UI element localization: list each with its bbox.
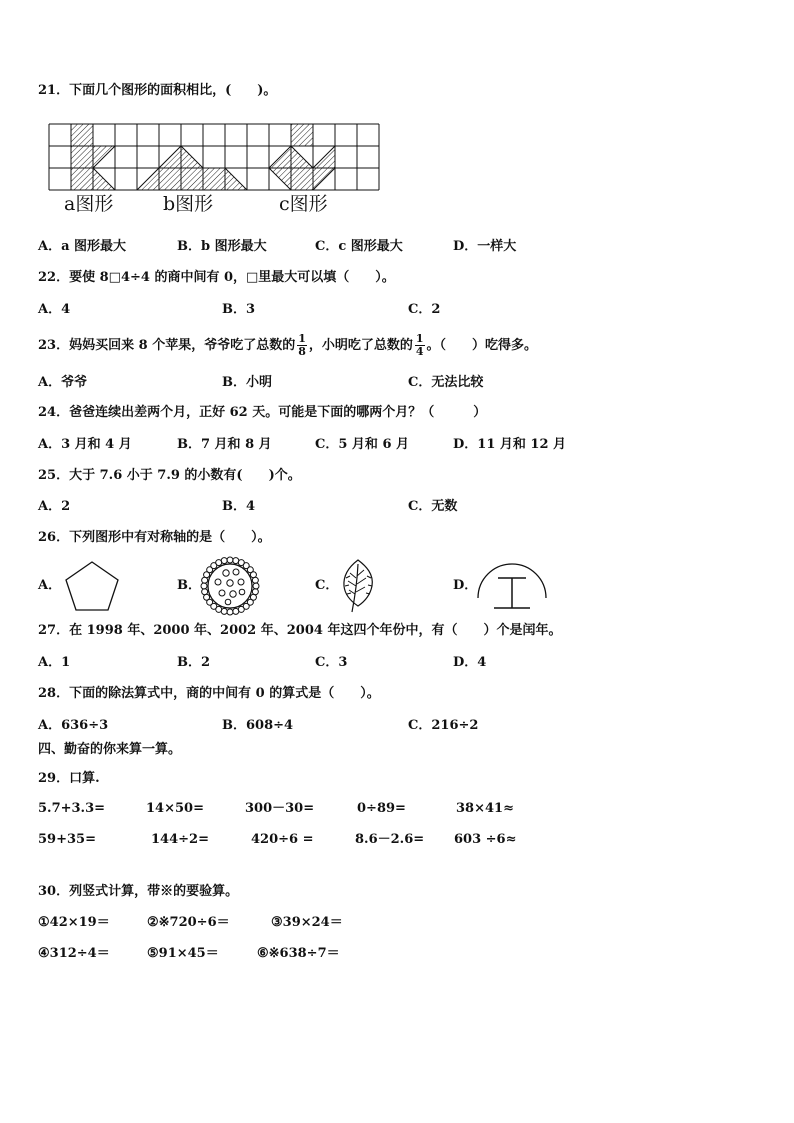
q24-option-b[interactable]: B．7 月和 8 月 [177, 437, 272, 452]
figure-c-shape [269, 124, 335, 190]
q30-item: ⑤91×45＝ [147, 946, 219, 961]
scallop-edge [201, 583, 207, 589]
figure-a-shape [71, 124, 115, 190]
q22-option-b[interactable]: B．3 [222, 302, 256, 317]
scallop-edge [202, 589, 208, 595]
arc-gong-figure [476, 558, 548, 614]
section-title: 四、勤奋的你来算一算。 [38, 742, 182, 757]
q22-option-a[interactable]: A．4 [38, 302, 71, 317]
q29-item: 144÷2= [151, 832, 209, 847]
fraction-numerator: 1 [298, 332, 306, 345]
pentagon-figure [64, 560, 120, 612]
q27-option-d[interactable]: D．4 [453, 655, 487, 670]
q23-option-c[interactable]: C．无法比较 [408, 375, 484, 390]
q24-option-a[interactable]: A．3 月和 4 月 [38, 437, 132, 452]
q22-stem: 22．要使 8□4÷4 的商中间有 0，□里最大可以填（ ）。 [38, 270, 395, 285]
scallop-edge [227, 609, 233, 615]
q27-option-b[interactable]: B．2 [177, 655, 211, 670]
fraction-numerator: 1 [415, 332, 424, 345]
q21-option-a[interactable]: A．a 图形最大 [38, 239, 127, 254]
scallop-edge [253, 583, 259, 589]
q28-option-a[interactable]: A．636÷3 [38, 718, 109, 733]
q23-option-a[interactable]: A．爷爷 [38, 375, 88, 390]
q30-item: ①42×19＝ [38, 915, 110, 930]
q26-option-b[interactable]: B． [177, 578, 201, 593]
q26-stem: 26．下列图形中有对称轴的是（ ）。 [38, 530, 271, 545]
scallop-edge [227, 557, 233, 563]
q21-grid-figure [49, 124, 383, 190]
scalloped-circle-figure [202, 558, 258, 614]
q21-option-d[interactable]: D．一样大 [453, 239, 517, 254]
q21-option-c[interactable]: C．c 图形最大 [315, 239, 403, 254]
q29-item: 603 ÷6≈ [454, 832, 517, 847]
q26-option-c[interactable]: C． [315, 578, 339, 593]
q30-stem: 30．列竖式计算，带※的要验算。 [38, 884, 239, 899]
q30-item: ⑥※638÷7＝ [257, 946, 340, 961]
q25-option-a[interactable]: A．2 [38, 499, 71, 514]
scallop-edge [221, 558, 227, 564]
q29-item: 0÷89= [357, 801, 406, 816]
q29-item: 14×50= [146, 801, 204, 816]
q29-item: 300－30= [245, 801, 315, 816]
q27-stem: 27．在 1998 年、2000 年、2002 年、2004 年这四个年份中，有（ ）个是闰年。 [38, 623, 562, 638]
q24-option-d[interactable]: D．11 月和 12 月 [453, 437, 567, 452]
fraction-one-eighth [297, 333, 307, 358]
q23-stem-part-c: 。（ ）吃得多。 [426, 338, 538, 353]
q24-option-c[interactable]: C．5 月和 6 月 [315, 437, 410, 452]
fraction-denominator: 8 [298, 345, 306, 358]
leaf-figure [340, 556, 376, 614]
figure-a-label: a图形 [64, 193, 114, 215]
fraction-one-quarter [415, 333, 425, 358]
q29-item: 38×41≈ [456, 801, 514, 816]
q23-stem-part-b: ，小明吃了总数的 [308, 338, 413, 353]
q29-item: 420÷6 = [251, 832, 314, 847]
q28-option-c[interactable]: C．216÷2 [408, 718, 479, 733]
q25-stem: 25．大于 7.6 小于 7.9 的小数有( )个。 [38, 468, 301, 483]
scallop-edge [252, 577, 258, 583]
q23-stem [38, 329, 537, 363]
q29-item: 59+35= [38, 832, 96, 847]
fraction-denominator: 4 [415, 345, 424, 358]
q30-item: ③39×24＝ [271, 915, 343, 930]
q25-option-c[interactable]: C．无数 [408, 499, 458, 514]
q21-option-b[interactable]: B．b 图形最大 [177, 239, 267, 254]
q28-option-b[interactable]: B．608÷4 [222, 718, 294, 733]
q24-stem: 24．爸爸连续出差两个月，正好 62 天。可能是下面的哪两个月？（ ） [38, 405, 487, 420]
figure-c-label: c图形 [279, 193, 328, 215]
q23-option-b[interactable]: B．小明 [222, 375, 272, 390]
q27-option-a[interactable]: A．1 [38, 655, 71, 670]
q22-option-c[interactable]: C．2 [408, 302, 441, 317]
scallop-edge [233, 608, 239, 614]
q30-item: ②※720÷6＝ [147, 915, 230, 930]
q21-stem: 21．下面几个图形的面积相比，( )。 [38, 83, 277, 98]
q23-stem-part-a: 23．妈妈买回来 8 个苹果，爷爷吃了总数的 [38, 338, 296, 353]
q28-stem: 28．下面的除法算式中，商的中间有 0 的算式是（ ）。 [38, 686, 380, 701]
q26-option-a[interactable]: A． [38, 578, 62, 593]
q30-item: ④312÷4＝ [38, 946, 110, 961]
q29-stem: 29．口算. [38, 771, 100, 786]
q25-option-b[interactable]: B．4 [222, 499, 256, 514]
q27-option-c[interactable]: C．3 [315, 655, 348, 670]
q26-option-d[interactable]: D． [453, 578, 478, 593]
q29-item: 5.7+3.3= [38, 801, 106, 816]
q29-item: 8.6－2.6= [355, 832, 425, 847]
figure-b-label: b图形 [163, 193, 214, 215]
